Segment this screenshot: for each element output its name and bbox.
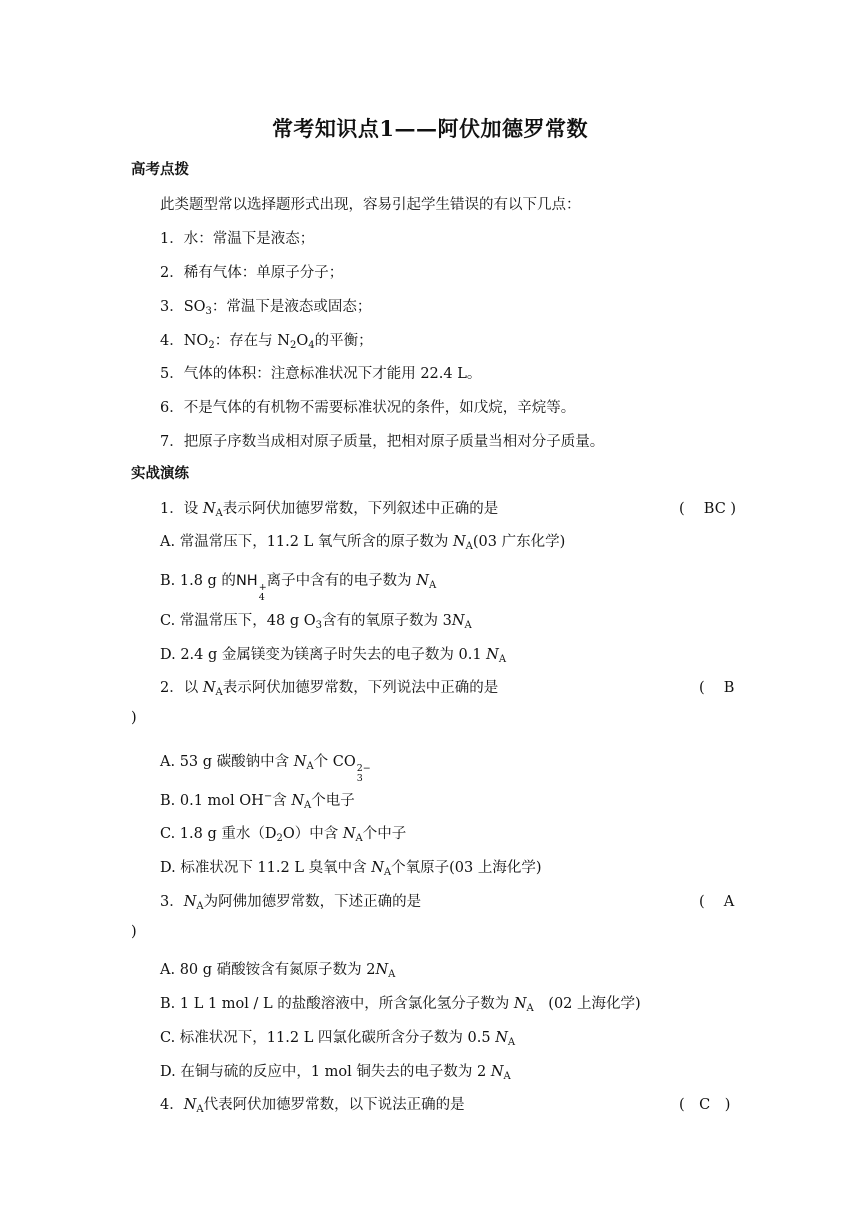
page-title: 常考知识点1——阿伏加德罗常数 <box>271 116 589 141</box>
question-2-answer: ( B <box>699 680 735 696</box>
question-2-option-a: A. 53 g 碳酸钠中含 $N_A$个 CO 2− 3 <box>160 754 371 784</box>
point-6: 6．不是气体的有机物不需要标准状况的条件，如戊烷，辛烷等。 <box>160 400 576 416</box>
question-4-answer: ( C ) <box>679 1097 731 1113</box>
point-4: 4．$NO_2$：存在与 $N_2O_4$的平衡； <box>160 333 373 351</box>
point-5: 5．气体的体积：注意标准状况下才能用 22.4 L。 <box>160 366 482 382</box>
point-2: 2．稀有气体：单原子分子； <box>160 265 344 281</box>
question-1-option-b: B. 1.8 g 的NH + 4 离子中含有的电子数为 $N_A$ <box>160 573 437 603</box>
question-3-option-d: D. 在铜与硫的反应中，1 mol 铜失去的电子数为 2 $N_A$ <box>160 1064 511 1082</box>
question-3-option-a: A. 80 g 硝酸铵含有氮原子数为 $2N_A$ <box>160 962 396 980</box>
question-3-option-c: C. 标准状况下，11.2 L 四氯化碳所含分子数为 0.5 $N_A$ <box>160 1030 516 1048</box>
question-2-option-b: B. 0.1 mol OH−含 $N_A$个电子 <box>160 791 355 811</box>
question-2-answer-close: ) <box>131 710 137 726</box>
question-4-stem: 4．$N_A$代表阿伏加德罗常数，以下说法正确的是 <box>160 1097 465 1115</box>
point-1: 1．水：常温下是液态； <box>160 231 315 247</box>
question-3-stem: 3．$N_A$为阿佛加德罗常数，下述正确的是 <box>160 894 422 912</box>
question-3-answer-close: ) <box>131 924 137 940</box>
section-heading-tips: 高考点拨 <box>131 162 189 178</box>
question-2-option-c: C. 1.8 g 重水$(D_2O)$中含 $N_A$个中子 <box>160 826 407 844</box>
question-3-option-b: B. 1 L 1 mol / L 的盐酸溶液中，所含氯化氢分子数为 $N_A$ (02 上海化学) <box>160 996 641 1014</box>
question-2-stem: 2．以 $N_A$表示阿伏加德罗常数，下列说法中正确的是 <box>160 680 499 698</box>
question-1-option-a: A. 常温常压下，11.2 L 氧气所含的原子数为 $N_A(03$ 广东化学) <box>160 534 566 552</box>
question-2-option-d: D. 标准状况下 11.2 L 臭氧中含 $N_A$个氧原子(03 上海化学) <box>160 860 542 878</box>
question-1-option-d: D. 2.4 g 金属镁变为镁离子时失去的电子数为 0.1 $N_A$ <box>160 647 507 665</box>
question-1-option-c: C. 常温常压下，48 g $O_3$含有的氧原子数为 $3N_A$ <box>160 613 472 631</box>
question-3-answer: ( A <box>699 894 735 910</box>
section-heading-practice: 实战演练 <box>131 466 189 482</box>
question-1-stem: 1．设 $N_A$表示阿伏加德罗常数，下列叙述中正确的是 <box>160 501 499 519</box>
point-7: 7．把原子序数当成相对原子质量，把相对原子质量当相对分子质量。 <box>160 434 605 450</box>
intro-text: 此类题型常以选择题形式出现，容易引起学生错误的有以下几点： <box>160 197 581 213</box>
question-1-answer: ( BC ) <box>679 501 737 517</box>
point-3: 3．$SO_3$：常温下是液态或固态； <box>160 299 372 317</box>
